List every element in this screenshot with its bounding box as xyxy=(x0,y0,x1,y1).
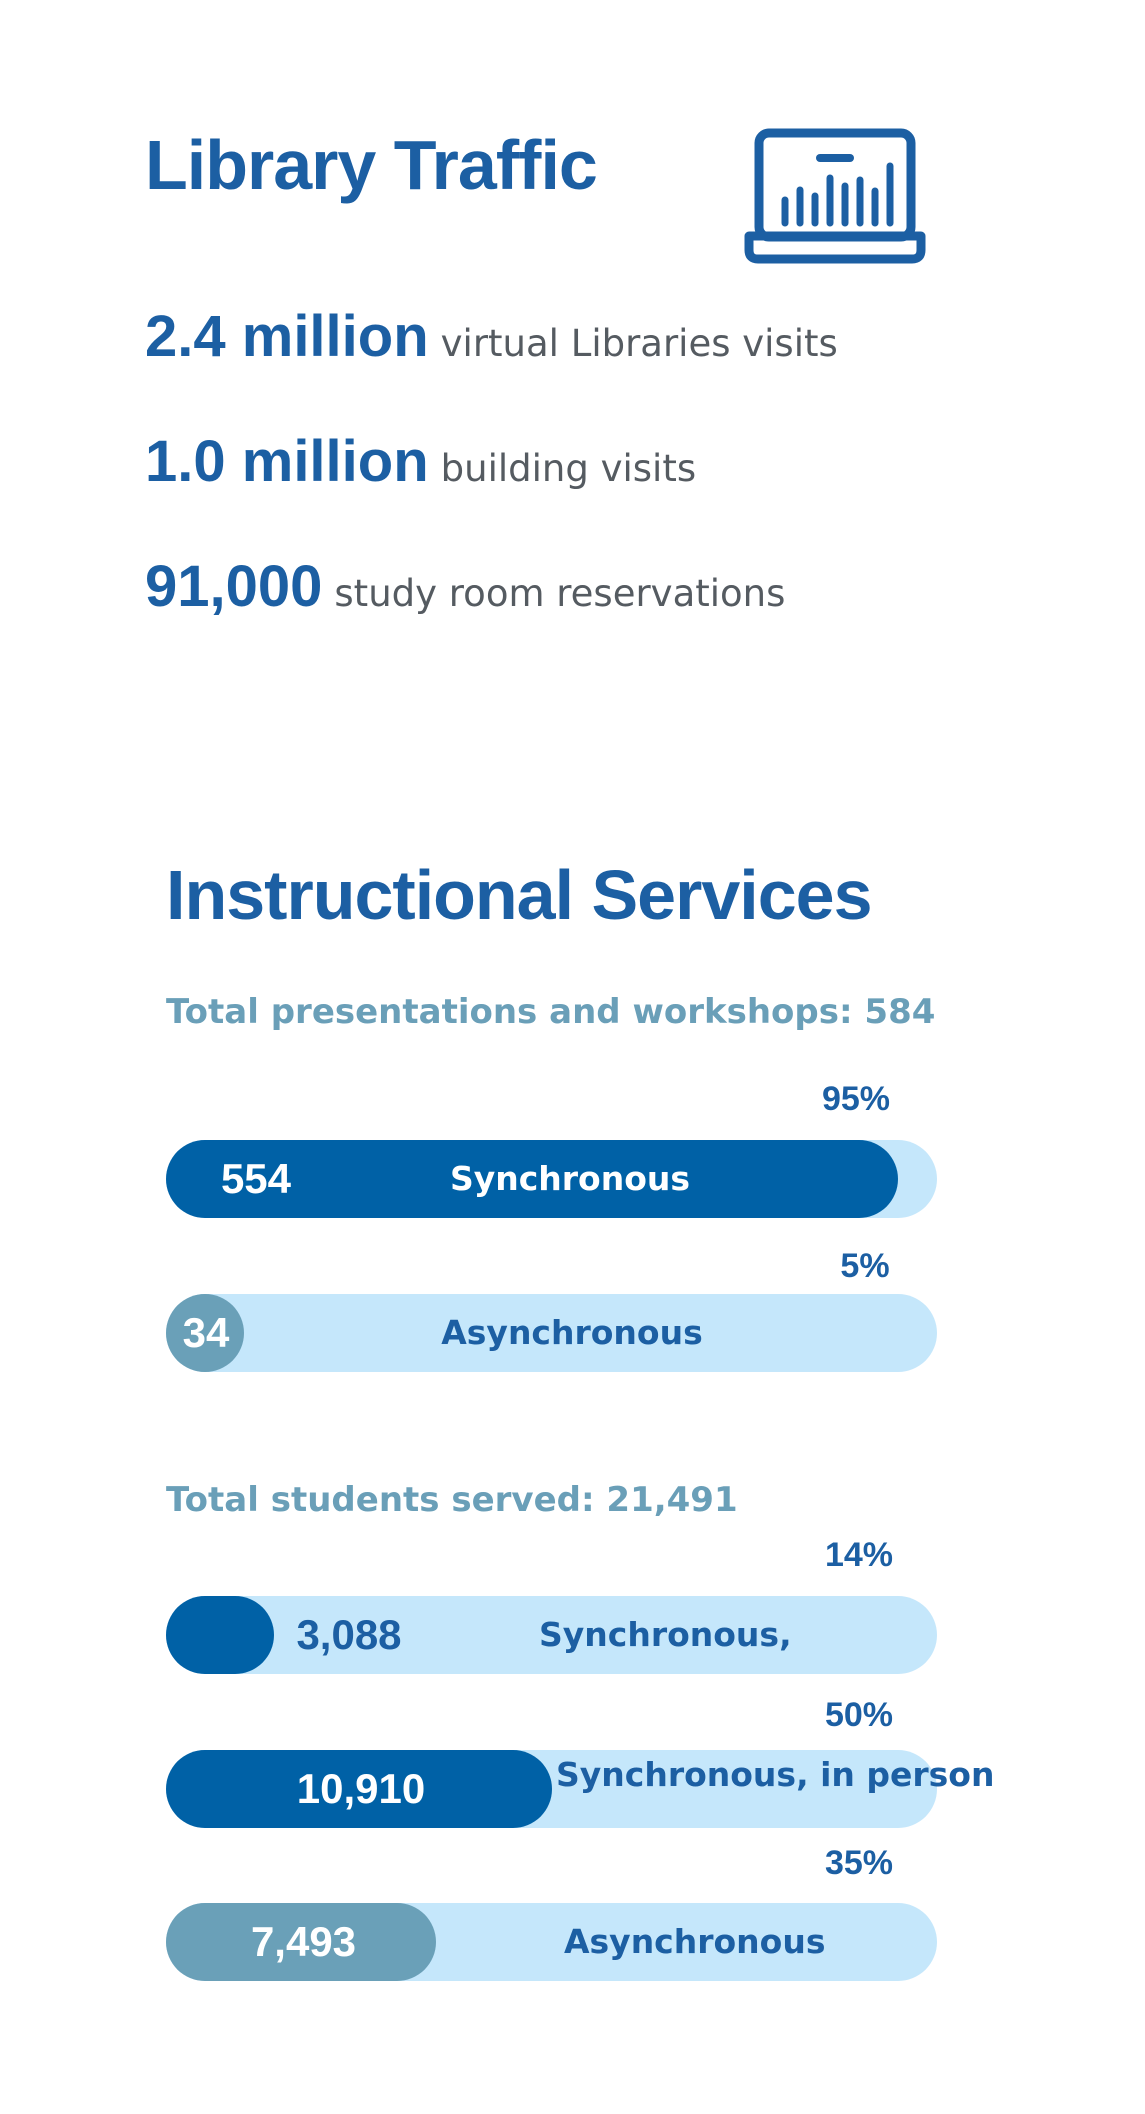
bar-track-students-asynchronous xyxy=(166,1903,937,1981)
bar-value-synchronous: 554 xyxy=(220,1155,292,1202)
bar-track-asynchronous xyxy=(166,1294,937,1372)
bar-value-asynchronous: 34 xyxy=(182,1309,230,1356)
pct-label-students-synchronous: 14% xyxy=(824,1536,894,1574)
stat-value: 91,000 xyxy=(145,554,323,619)
bar-label-students-in-person: Synchronous, in person xyxy=(556,1755,995,1794)
bar-value-students-synchronous: 3,088 xyxy=(296,1611,402,1658)
traffic-title: Library Traffic xyxy=(145,126,597,204)
bar-value-students-asynchronous: 7,493 xyxy=(250,1918,357,1965)
bar-track-synchronous xyxy=(166,1140,937,1218)
bar-label-asynchronous: Asynchronous xyxy=(441,1313,703,1352)
stat-value: 2.4 million xyxy=(145,304,429,369)
stat-label: building visits xyxy=(440,447,697,490)
stat-value: 1.0 million xyxy=(145,429,429,494)
presentations-heading: Total presentations and workshops: 584 xyxy=(166,992,936,1032)
bar-fill-students-synchronous xyxy=(166,1596,274,1674)
pct-label-asynchronous: 5% xyxy=(840,1247,890,1285)
pct-label-students-asynchronous: 35% xyxy=(824,1844,894,1882)
students-heading: Total students served: 21,491 xyxy=(166,1480,738,1520)
stat-study-room-reservations xyxy=(145,554,786,619)
stat-label: study room reservations xyxy=(334,572,786,615)
bar-track-students-in-person xyxy=(166,1750,995,1828)
stat-virtual-visits xyxy=(145,304,838,369)
bar-label-synchronous: Synchronous xyxy=(449,1159,691,1198)
stat-label: virtual Libraries visits xyxy=(440,322,838,365)
pct-label-students-in-person: 50% xyxy=(824,1696,894,1734)
bar-track-students-synchronous xyxy=(166,1596,937,1674)
laptop-chart-icon xyxy=(745,128,925,264)
bar-label-students-asynchronous: Asynchronous xyxy=(564,1922,826,1961)
bar-label-students-synchronous: Synchronous, xyxy=(539,1615,792,1654)
stat-building-visits xyxy=(145,429,697,494)
pct-label-synchronous: 95% xyxy=(821,1080,891,1118)
instructional-services-title: Instructional Services xyxy=(166,856,872,934)
bar-value-students-in-person: 10,910 xyxy=(296,1765,426,1812)
